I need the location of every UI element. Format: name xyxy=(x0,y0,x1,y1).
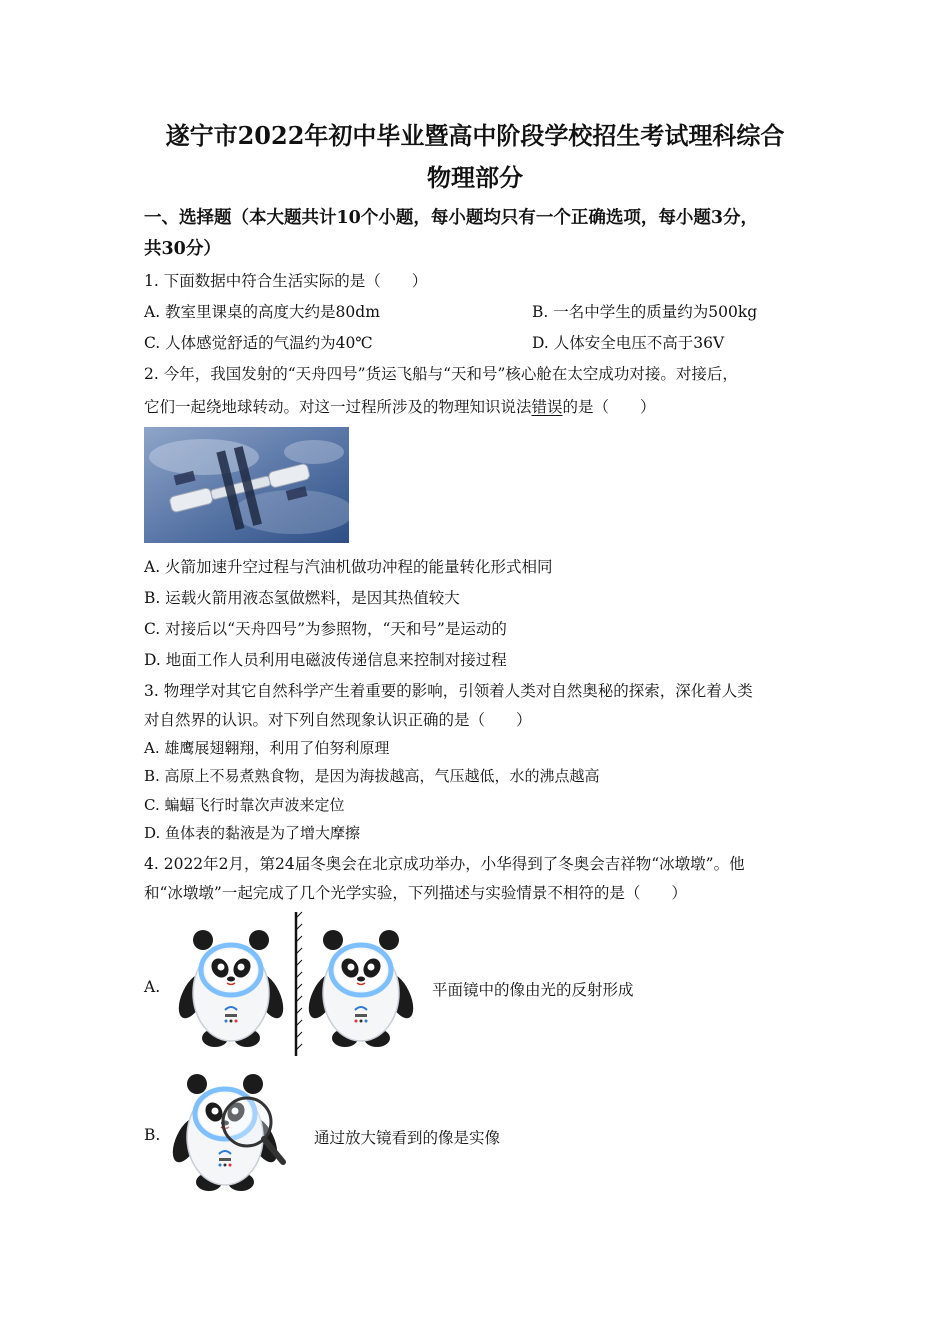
q4-option-b-label: B. xyxy=(144,1126,161,1144)
q3-stem-cont: 对自然界的认识。对下列自然现象认识正确的是（ ） xyxy=(144,711,532,729)
q4-option-a-text: 平面镜中的像由光的反射形成 xyxy=(432,981,634,999)
q3-option-c: C. 蝙蝠飞行时靠次声波来定位 xyxy=(144,796,345,814)
q1-option-d: D. 人体安全电压不高于36V xyxy=(532,334,725,352)
q1-stem: 1. 下面数据中符合生活实际的是（ ） xyxy=(144,272,428,290)
q3-stem: 3. 物理学对其它自然科学产生着重要的影响，引领着人类对自然奥秘的探索，深化着人类 xyxy=(144,682,753,700)
q4-option-b-text: 通过放大镜看到的像是实像 xyxy=(314,1129,501,1147)
panda-image xyxy=(303,930,419,1047)
q3-option-b: B. 高原上不易煮熟食物，是因为海拔越高，气压越低，水的沸点越高 xyxy=(144,767,600,785)
q2-stem-cont xyxy=(144,395,656,417)
q2-option-c: C. 对接后以“天舟四号”为参照物，“天和号”是运动的 xyxy=(144,620,507,638)
q2-option-a: A. 火箭加速升空过程与汽油机做功冲程的能量转化形式相同 xyxy=(144,558,553,576)
q2-stem-text: 它们一起绕地球转动。对这一过程所涉及的物理知识说法 xyxy=(144,398,532,416)
q3-option-d: D. 鱼体表的黏液是为了增大摩擦 xyxy=(144,824,361,842)
section-heading-cont: 共30分） xyxy=(144,239,221,259)
space-station-image xyxy=(144,427,349,543)
q1-option-c: C. 人体感觉舒适的气温约为40℃ xyxy=(144,334,373,352)
exam-title: 遂宁市2022年初中毕业暨高中阶段学校招生考试理科综合 xyxy=(165,121,785,150)
q4-option-a-label: A. xyxy=(144,978,161,996)
q2-stem: 2. 今年，我国发射的“天舟四号”货运飞船与“天和号”核心舱在太空成功对接。对接后， xyxy=(144,365,738,383)
q2-stem-end: 的是（ ） xyxy=(562,398,656,416)
q1-option-a: A. 教室里课桌的高度大约是80dm xyxy=(144,303,380,321)
magnifier-panda-figure xyxy=(165,1070,300,1195)
q3-option-a: A. 雄鹰展翅翱翔，利用了伯努利原理 xyxy=(144,739,390,757)
q2-option-d: D. 地面工作人员利用电磁波传递信息来控制对接过程 xyxy=(144,651,507,669)
mirror-panda-figure xyxy=(165,910,425,1060)
q2-option-b: B. 运载火箭用液态氢做燃料，是因其热值较大 xyxy=(144,589,460,607)
section-heading: 一、选择题（本大题共计10个小题，每小题均只有一个正确选项，每小题3分， xyxy=(144,208,759,228)
panda-object xyxy=(173,930,289,1047)
exam-subtitle: 物理部分 xyxy=(427,163,523,192)
q4-stem: 4. 2022年2月，第24届冬奥会在北京成功举办，小华得到了冬奥会吉祥物“冰墩墩”。他 xyxy=(144,855,745,873)
q2-keyword: 错误 xyxy=(531,398,563,416)
q4-stem-cont: 和“冰墩墩”一起完成了几个光学实验，下列描述与实验情景不相符的是（ ） xyxy=(144,884,687,902)
q1-option-b: B. 一名中学生的质量约为500kg xyxy=(532,303,758,321)
